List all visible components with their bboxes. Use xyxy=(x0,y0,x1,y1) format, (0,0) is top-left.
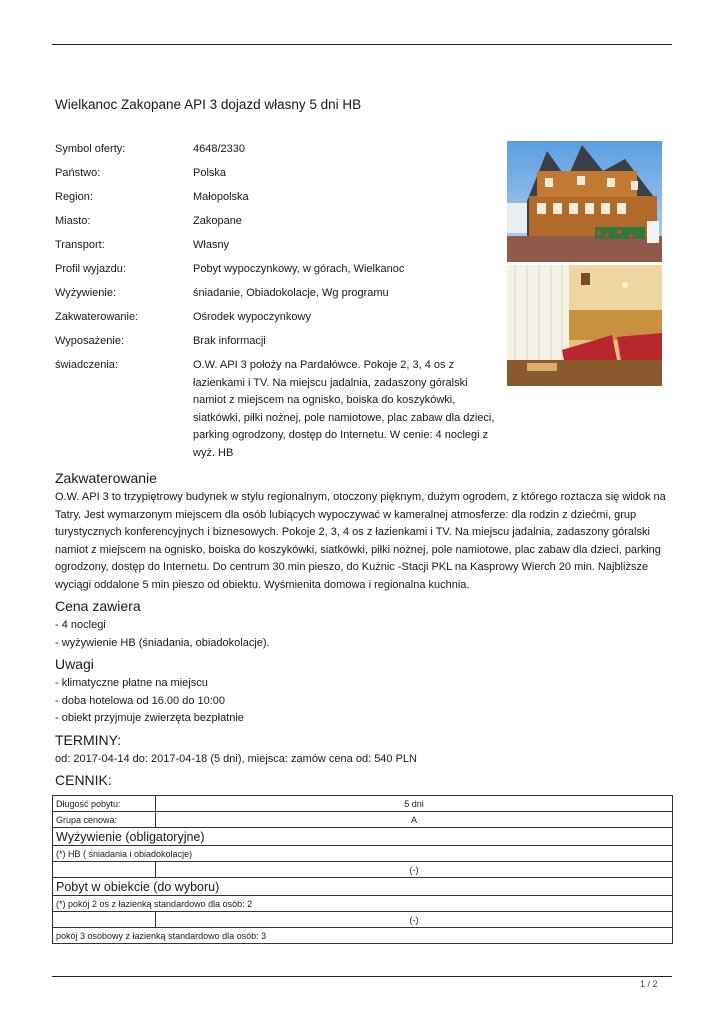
table-cell: A xyxy=(156,812,673,828)
info-row xyxy=(55,261,500,277)
section-heading: TERMINY: xyxy=(55,731,122,748)
section-heading: Cena zawiera xyxy=(55,598,141,614)
section-text: O.W. API 3 to trzypiętrowy budynek w stylu regionalnym, otoczony pięknym, dużym ogrodem, z którego roztacza się widok na Tatry. Jest wymarzonym miejscem dla osób lubiących wypoczywać w kameralnej atmosferze: dla rodzin z dziećmi, grup turystycznych konferencyjnych i biznesowych. Pokoje 2, 3, 4 os z łazienkami i TV. Na miejscu jadalnia, zadaszony góralski namiot z miejscem na ognisko, boiska do koszykówki, siatkówki, piłki nożnej, pole namiotowe, plac zabaw dla dzieci, parking ogrodzony, dostęp do Internetu. Do centrum 30 min pieszo, do Kuźnic -Stacji PKL na Kasprowy Wierch 20 min. Najbliższe wyciągi oddalone 5 min pieszo od obiektu. Wyśmienita domowa i regionalna kuchnia. xyxy=(55,491,666,591)
info-value: 4648/2330 xyxy=(193,143,245,155)
info-label: Miasto: xyxy=(55,215,91,227)
info-row xyxy=(55,309,500,325)
table-cell: (-) xyxy=(156,912,673,928)
table-row xyxy=(53,928,673,944)
table-cell: Grupa cenowa: xyxy=(53,812,156,828)
info-label: Transport: xyxy=(55,239,105,251)
info-row xyxy=(55,285,500,301)
info-label: Państwo: xyxy=(55,167,101,179)
bottom-rule xyxy=(52,976,672,977)
info-label: Zakwaterowanie: xyxy=(55,311,139,323)
info-label: Wyżywienie: xyxy=(55,287,117,299)
info-row xyxy=(55,357,500,462)
info-value: Brak informacji xyxy=(193,335,266,347)
info-row xyxy=(55,333,500,349)
info-row xyxy=(55,165,500,181)
table-cell: Długość pobytu: xyxy=(53,796,156,812)
section-heading: Zakwaterowanie xyxy=(55,470,157,486)
info-label: Region: xyxy=(55,191,93,203)
room-photo xyxy=(507,265,662,386)
info-row xyxy=(55,213,500,229)
remarks-section xyxy=(55,656,669,728)
accommodation-section xyxy=(55,470,669,594)
info-row xyxy=(55,141,500,157)
table-cell xyxy=(53,862,156,878)
section-heading: CENNIK: xyxy=(55,772,112,788)
table-row xyxy=(53,828,673,846)
offer-info-table xyxy=(55,141,500,470)
description-section xyxy=(55,470,669,792)
page-number: 1 / 2 xyxy=(640,979,658,989)
info-value: Polska xyxy=(193,167,227,179)
list-item: - klimatyczne płatne na miejscu xyxy=(55,677,208,689)
price-list-section xyxy=(55,772,669,788)
dates-section xyxy=(55,732,669,769)
info-value: Własny xyxy=(193,239,230,251)
table-cell: (-) xyxy=(156,862,673,878)
table-cell xyxy=(53,912,156,928)
list-item: - obiekt przyjmuje zwierzęta bezpłatnie xyxy=(55,712,244,724)
info-value: Pobyt wypoczynkowy, w górach, Wielkanoc xyxy=(193,263,405,275)
table-section-heading: Pobyt w obiekcie (do wyboru) xyxy=(53,878,673,896)
info-row xyxy=(55,189,500,205)
table-cell: (*) pokój 2 os z łazienką standardowo dla osób: 2 xyxy=(53,896,673,912)
info-value: Małopolska xyxy=(193,191,249,203)
dates-text: od: 2017-04-14 do: 2017-04-18 (5 dni), miejsca: zamów cena od: 540 PLN xyxy=(55,752,417,765)
top-rule xyxy=(52,44,672,45)
info-label: Symbol oferty: xyxy=(55,143,126,155)
table-row xyxy=(53,846,673,862)
table-row xyxy=(53,862,673,878)
info-row xyxy=(55,237,500,253)
table-cell: pokój 3 osobowy z łazienką standardowo dla osób: 3 xyxy=(53,928,673,944)
price-includes-section xyxy=(55,598,669,652)
section-heading: Uwagi xyxy=(55,656,94,672)
table-cell: (*) HB ( śniadania i obiadokolacje) xyxy=(53,846,673,862)
info-value: O.W. API 3 położy na Pardałówce. Pokoje 2, 3, 4 os z łazienkami i TV. Na miejscu jadalnia, zadaszony góralski namiot z miejscem na ognisko, boiska do koszykówki, siatkówki, piłki nożnej, pole namiotowe, plac zabaw dla dzieci, parking ogrodzony, dostęp do Internetu. W cenie: 4 noclegi z wyż. HB xyxy=(193,359,495,459)
table-row xyxy=(53,878,673,896)
info-value: śniadanie, Obiadokolacje, Wg programu xyxy=(193,287,389,299)
list-item: - 4 noclegi xyxy=(55,619,106,631)
table-row xyxy=(53,796,673,812)
info-label: świadczenia: xyxy=(55,359,118,371)
table-row xyxy=(53,912,673,928)
info-value: Ośrodek wypoczynkowy xyxy=(193,311,311,323)
info-label: Profil wyjazdu: xyxy=(55,263,126,275)
info-value: Zakopane xyxy=(193,215,242,227)
list-item: - doba hotelowa od 16.00 do 10:00 xyxy=(55,694,226,707)
chalet-photo xyxy=(507,141,662,262)
table-row xyxy=(53,896,673,912)
table-section-heading: Wyżywienie (obligatoryjne) xyxy=(53,828,673,846)
list-item: - wyżywienie HB (śniadania, obiadokolacje). xyxy=(55,636,270,649)
info-label: Wyposażenie: xyxy=(55,335,124,347)
table-cell: 5 dni xyxy=(156,796,673,812)
table-row xyxy=(53,812,673,828)
price-table xyxy=(52,795,673,944)
offer-title: Wielkanoc Zakopane API 3 dojazd własny 5 dni HB xyxy=(55,97,362,112)
